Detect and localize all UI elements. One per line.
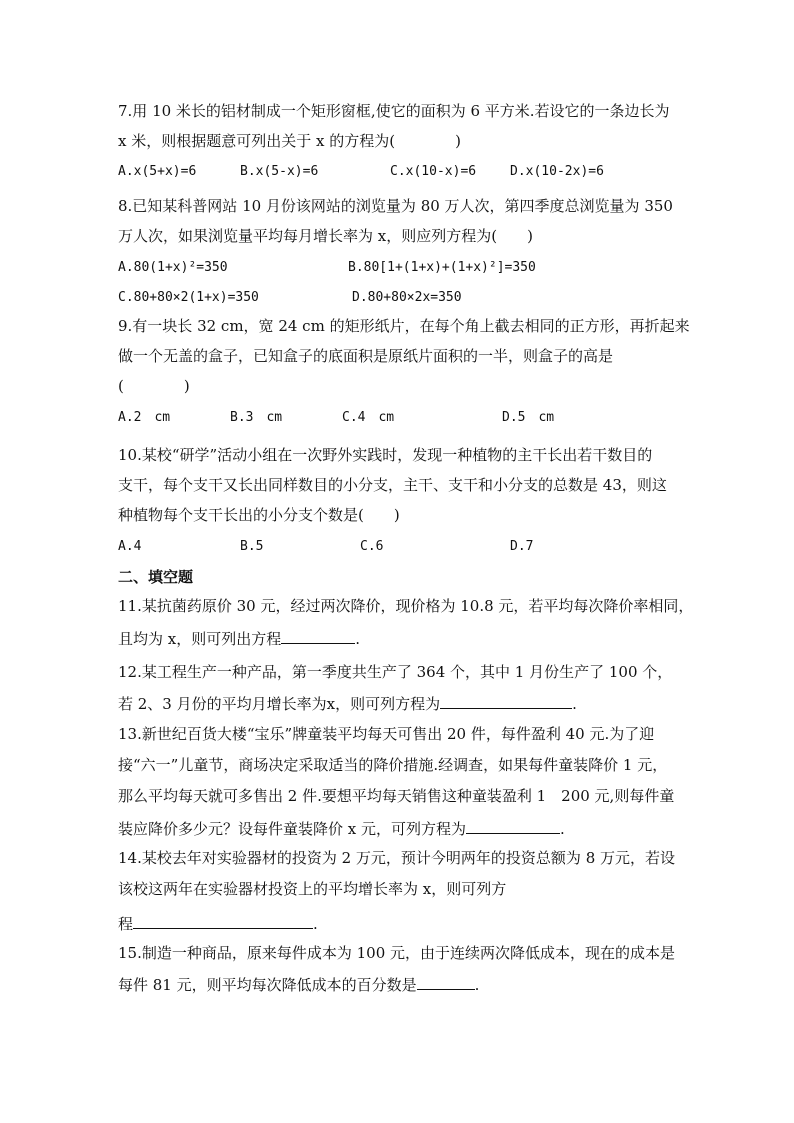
q14-answer-blank[interactable]: [133, 912, 313, 929]
q14-text: 程: [118, 915, 134, 933]
q9-option-a: A.2 cm: [118, 410, 171, 425]
q8-options-row1: [118, 258, 678, 278]
q10-option-c: C.6: [360, 539, 384, 554]
q12-period: .: [572, 695, 577, 713]
q11-period: .: [355, 630, 361, 648]
q8-line1: 8.已知某科普网站 10 月份该网站的浏览量为 80 万人次，第四季度总浏览量为 350: [118, 197, 673, 215]
q13-line3: 那么平均每天就可多售出 2 件.要想平均每天销售这种童装盈利 1 200 元,则每件童: [118, 787, 675, 805]
q8-option-b: B.80[1+(1+x)+(1+x)²]=350: [348, 260, 536, 275]
q15-line1: 15.制造一种商品，原来每件成本为 100 元，由于连续两次降低成本，现在的成本是: [118, 944, 676, 962]
q10-line1: 10.某校“研学”活动小组在一次野外实践时，发现一种植物的主干长出若干数目的: [118, 446, 653, 464]
q14-line3: [118, 912, 318, 934]
q12-line1: 12.某工程生产一种产品，第一季度共生产了 364 个，其中 1 月份生产了 100 个，: [118, 663, 673, 681]
q7-option-b: B.x(5-x)=6: [240, 164, 319, 179]
q14-period: .: [313, 915, 318, 933]
q7-line2: x 米，则根据题意可列出关于 x 的方程为( ): [118, 132, 461, 150]
q12-text: 若 2、3 月份的平均月增长率为x，则可列方程为: [118, 695, 441, 713]
q9-option-c: C.4 cm: [342, 410, 395, 425]
q8-option-a: A.80(1+x)²=350: [118, 260, 228, 275]
q10-option-a: A.4: [118, 539, 142, 554]
q15-answer-blank[interactable]: [417, 973, 475, 990]
q13-text: 装应降价多少元？设每件童装降价 x 元，可列方程为: [118, 820, 466, 838]
q10-line3: 种植物每个支干长出的小分支个数是( ): [118, 506, 400, 524]
q13-answer-blank[interactable]: [466, 817, 560, 834]
q11-answer-blank[interactable]: [281, 627, 355, 644]
q8-options-row2: [118, 288, 678, 308]
section-heading-fill-blank: 二、填空题: [118, 568, 194, 586]
q9-line1: 9.有一块长 32 cm，宽 24 cm 的矩形纸片，在每个角上截去相同的正方形，再折起来: [118, 317, 690, 335]
q10-option-b: B.5: [240, 539, 264, 554]
q8-option-c: C.80+80×2(1+x)=350: [118, 290, 259, 305]
q15-line2: [118, 973, 479, 995]
q9-line2: 做一个无盖的盒子，已知盒子的底面积是原纸片面积的一半，则盒子的高是: [118, 347, 614, 365]
q7-option-c: C.x(10-x)=6: [390, 164, 477, 179]
q11-line2: [118, 627, 360, 649]
q9-option-d: D.5 cm: [502, 410, 555, 425]
q15-text: 每件 81 元，则平均每次降低成本的百分数是: [118, 976, 417, 994]
q10-option-d: D.7: [510, 539, 534, 554]
q14-line1: 14.某校去年对实验器材的投资为 2 万元，预计今明两年的投资总额为 8 万元，若设: [118, 849, 676, 867]
q8-line2: 万人次，如果浏览量平均每月增长率为 x，则应列方程为( ): [118, 227, 533, 245]
q13-line2: 接“六一”儿童节，商场决定采取适当的降价措施.经调查，如果每件童装降价 1 元，: [118, 756, 668, 774]
q9-options: [118, 408, 678, 428]
q8-option-d: D.80+80×2x=350: [352, 290, 462, 305]
q7-option-a: A.x(5+x)=6: [118, 164, 197, 179]
q7-options: [118, 162, 678, 182]
q9-option-b: B.3 cm: [230, 410, 283, 425]
q7-line1: 7.用 10 米长的铝材制成一个矩形窗框,使它的面积为 6 平方米.若设它的一条边长为: [118, 102, 670, 120]
q7-option-d: D.x(10-2x)=6: [510, 164, 604, 179]
q11-text: 且均为 x，则可列出方程: [118, 630, 282, 648]
q9-line3: ( ): [118, 377, 190, 395]
q13-line4: [118, 817, 565, 839]
q14-line2: 该校这两年在实验器材投资上的平均增长率为 x，则可列方: [118, 880, 507, 898]
q12-answer-blank[interactable]: [440, 692, 572, 709]
q10-options: [118, 537, 678, 557]
q13-line1: 13.新世纪百货大楼“宝乐”牌童装平均每天可售出 20 件，每件盈利 40 元.为了迎: [118, 725, 655, 743]
q13-period: .: [560, 820, 565, 838]
q10-line2: 支干，每个支干又长出同样数目的小分支，主干、支干和小分支的总数是 43，则这: [118, 476, 667, 494]
q15-period: .: [474, 976, 480, 994]
q12-line2: [118, 692, 577, 714]
q11-line1: 11.某抗菌药原价 30 元，经过两次降价，现价格为 10.8 元，若平均每次降价率相同，: [118, 597, 694, 615]
